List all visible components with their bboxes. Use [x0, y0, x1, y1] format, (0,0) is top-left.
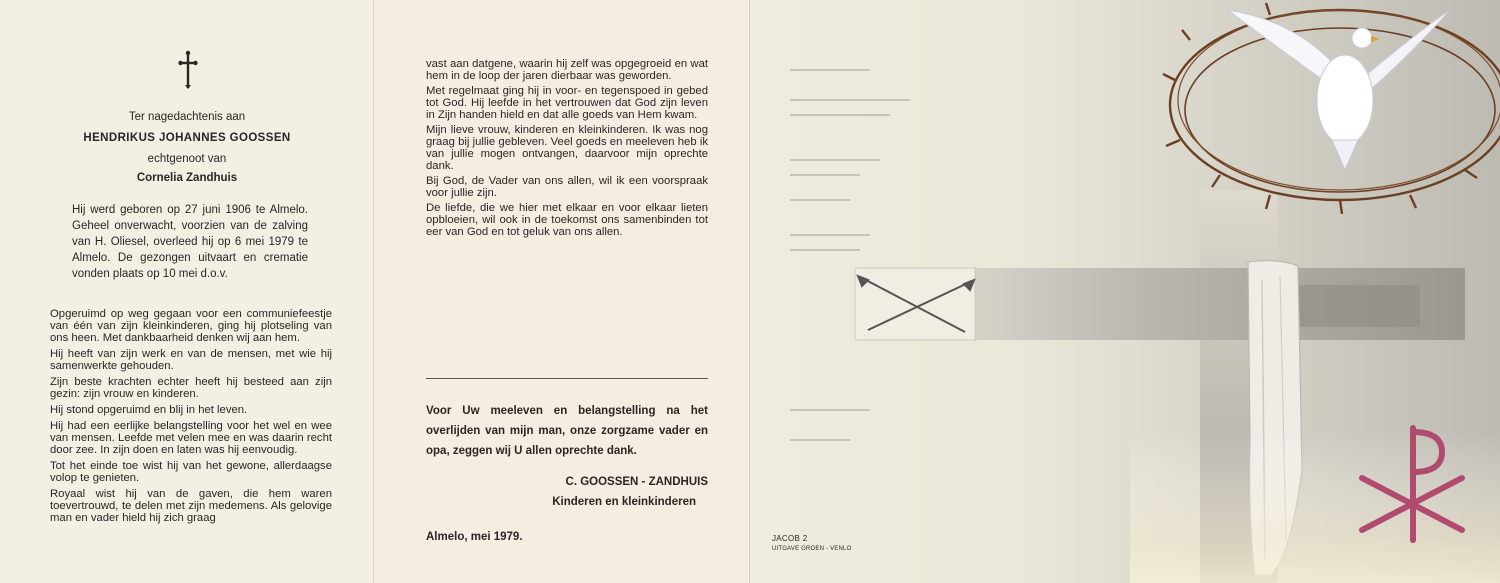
thank-you-text: Voor Uw meeleven en belangstelling na het overlijden van mijn man, onze zorgzame vader en opa, zeggen wij U allen oprechte dank.	[426, 405, 708, 457]
artwork-panel	[750, 0, 1500, 583]
cross-icon	[178, 50, 198, 90]
faint-print-through	[790, 70, 910, 440]
artwork-credit: JACOB 2	[772, 534, 808, 543]
story-paragraph: Opgeruimd op weg gegaan voor een communiefeestje van één van zijn kleinkinderen, ging hij plotseling van ons heen. Met dankbaarheid denken wij aan hem.	[50, 308, 332, 344]
story-paragraph: Royaal wist hij van de gaven, die hem waren toevertrouwd, te delen met zijn medemens. Als gelovige man en vader hield hij zich graag	[50, 488, 332, 524]
continuation-paragraph: Met regelmaat ging hij in voor- en tegenspoed in gebed tot God. Hij leefde in het vertrouwen dat God zijn leven in Zijn handen hield en dat alle goeds van Hem kwam.	[426, 85, 708, 121]
artwork-illustration	[750, 0, 1500, 583]
intro-line: Ter nagedachtenis aan	[128, 111, 246, 123]
biography: Hij werd geboren op 27 juni 1906 te Almelo. Geheel onverwacht, voorzien van de zalving van H. Oliesel, overleed hij op 6 mei 1979 te Almelo. De gezongen uitvaart en crematie vonden plaats op 10 mei d.o.v.	[72, 204, 308, 280]
deceased-name: HENDRIKUS JOHANNES GOOSSEN	[83, 132, 291, 144]
left-panel	[0, 0, 374, 583]
continuation-paragraph: De liefde, die we hier met elkaar en voor elkaar lieten opbloeien, wil ook in de toekomst ons samenbinden tot eer van God en tot geluk van ons allen.	[426, 202, 708, 238]
continuation-paragraph: Mijn lieve vrouw, kinderen en kleinkinderen. Ik was nog graag bij jullie gebleven. Veel goeds en meeleven heb ik van jullie mogen ontvangen, daarvoor mijn oprechte dank.	[426, 124, 708, 172]
place-date: Almelo, mei 1979.	[426, 531, 523, 543]
story-text	[50, 308, 332, 528]
dove-icon	[1228, 10, 1450, 170]
continuation-text	[426, 58, 708, 241]
continuation-paragraph: Bij God, de Vader van ons allen, wil ik een voorspraak voor jullie zijn.	[426, 175, 708, 199]
divider-line	[426, 378, 708, 379]
story-paragraph: Zijn beste krachten echter heeft hij besteed aan zijn gezin: zijn vrouw en kinderen.	[50, 376, 332, 400]
story-paragraph: Hij heeft van zijn werk en van de mensen, met wie hij samenwerkte gehouden.	[50, 348, 332, 372]
spouse-label: echtgenoot van	[147, 153, 227, 165]
continuation-paragraph: vast aan datgene, waarin hij zelf was opgegroeid en wat hem in de loop der jaren dierbaar was geworden.	[426, 58, 708, 82]
publisher-credit: UITGAVE GROEN - VENLO	[772, 546, 852, 552]
family-line: Kinderen en kleinkinderen	[552, 496, 696, 508]
spouse-name: Cornelia Zandhuis	[136, 172, 238, 184]
signature: C. GOOSSEN - ZANDHUIS	[565, 476, 708, 488]
middle-panel	[374, 0, 750, 583]
story-paragraph: Hij had een eerlijke belangstelling voor het wel en wee van mensen. Leefde met velen mee en was daarin recht door zee. In zijn doen en laten was hij eenvoudig.	[50, 420, 332, 456]
story-paragraph: Hij stond opgeruimd en blij in het leven.	[50, 404, 248, 416]
story-paragraph: Tot het einde toe wist hij van het gewone, allerdaagse volop te genieten.	[50, 460, 332, 484]
